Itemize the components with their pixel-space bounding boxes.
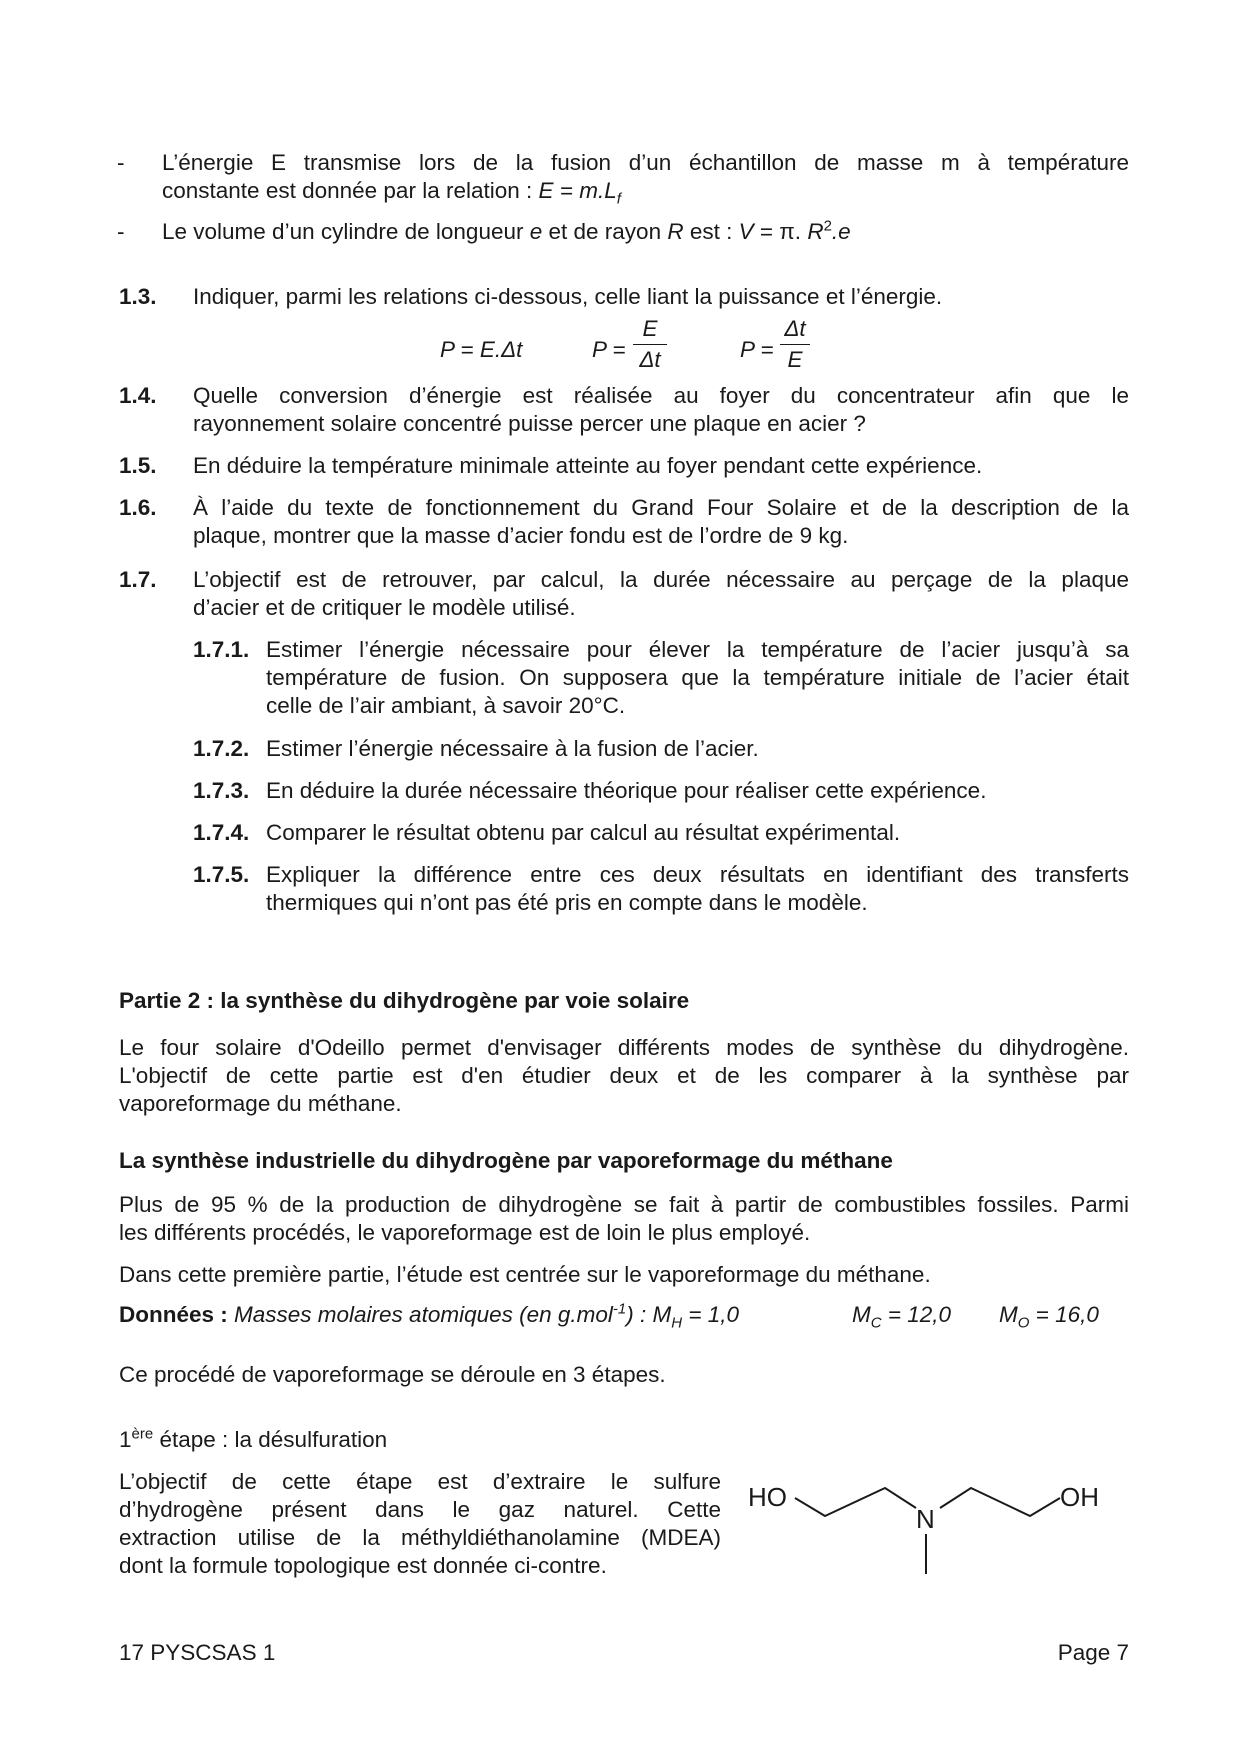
var-sub-f: f <box>616 190 621 208</box>
bullet-dash: - <box>117 150 125 175</box>
question-number: 1.5. <box>119 453 157 478</box>
molar-mass-value: = 12,0 <box>881 1302 952 1327</box>
molar-mass-value: = 16,0 <box>1029 1302 1099 1327</box>
symbol-M: M <box>999 1302 1018 1327</box>
subscript: H <box>671 1314 683 1332</box>
paragraph-line: Le four solaire d'Odeillo permet d'envisager différents modes de synthèse du dihydrogène. <box>119 1035 1129 1060</box>
ordinal-suffix: ère <box>131 1425 154 1443</box>
molar-mass-oxygen <box>999 1301 1099 1332</box>
var-e: e <box>529 219 543 244</box>
step-title <box>119 1426 1129 1454</box>
molar-mass-carbon <box>852 1301 952 1332</box>
footer-reference: 17 PYSCSAS 1 <box>119 1640 276 1665</box>
question-text: En déduire la température minimale atteinte au foyer pendant cette expérience. <box>193 453 983 478</box>
subquestion-text: Comparer le résultat obtenu par calcul au résultat expérimental. <box>266 820 901 845</box>
nitrogen-label: N <box>916 1504 935 1534</box>
exponent: 2 <box>823 217 832 235</box>
donnees-line <box>119 1300 1129 1332</box>
hydroxyl-label-right: OH <box>1060 1482 1099 1512</box>
var-m: m <box>579 178 598 203</box>
bullet-energy-fusion-line2 <box>162 177 1129 208</box>
paragraph-line: les différents procédés, le vaporeformage est de loin le plus employé. <box>119 1220 811 1245</box>
paragraph-line: Plus de 95 % de la production de dihydrogène se fait à partir de combustibles fossiles. Parmi <box>119 1192 1129 1217</box>
fraction-bar <box>633 344 667 345</box>
question-number: 1.6. <box>119 495 157 520</box>
formula-pi: = π. <box>753 219 808 244</box>
subquestion-number: 1.7.4. <box>193 820 250 845</box>
paragraph-line: L’objectif de cette étape est d’extraire le sulfure <box>119 1469 721 1494</box>
bullet-text: et de rayon <box>542 219 668 244</box>
question-text: rayonnement solaire concentré puisse percer une plaque en acier ? <box>193 411 866 436</box>
bullet-text: constante est donnée par la relation : <box>162 178 539 203</box>
relation-1: P = E.Δt <box>440 337 523 362</box>
question-number: 1.3. <box>119 284 157 309</box>
paragraph-line: vaporeformage du méthane. <box>119 1091 402 1116</box>
bullet-text: est : <box>683 219 739 244</box>
question-number: 1.4. <box>119 383 157 408</box>
bullet-cylinder-volume <box>162 218 1129 246</box>
donnees-label: Données : <box>119 1302 228 1327</box>
paragraph-line: extraction utilise de la méthyldiéthanolamine (MDEA) <box>119 1525 721 1550</box>
right-chain-bonds <box>940 1488 1060 1516</box>
subscript: O <box>1017 1314 1030 1332</box>
molar-mass-value: = 1,0 <box>682 1302 740 1327</box>
bullet-energy-fusion-line1: L’énergie E transmise lors de la fusion d’un échantillon de masse m à température <box>162 150 1129 175</box>
subquestion-number: 1.7.5. <box>193 862 250 887</box>
question-text: plaque, montrer que la masse d’acier fondu est de l’ordre de 9 kg. <box>193 523 849 548</box>
formula-dot: . <box>597 178 605 203</box>
subsection-heading: La synthèse industrielle du dihydrogène par vaporeformage du méthane <box>119 1148 893 1173</box>
question-number: 1.7. <box>119 567 157 592</box>
var-R: R <box>667 219 684 244</box>
relation-2-fraction <box>633 316 667 373</box>
formula-eq: = <box>553 178 580 203</box>
question-text: À l’aide du texte de fonctionnement du Grand Four Solaire et de la description de la <box>193 495 1129 520</box>
symbol-M: M <box>852 1302 871 1327</box>
subquestion-number: 1.7.1. <box>193 637 250 662</box>
page-number: Page 7 <box>1057 1640 1129 1665</box>
subquestion-text: En déduire la durée nécessaire théorique pour réaliser cette expérience. <box>266 778 987 803</box>
fraction-numerator: Δt <box>784 316 806 341</box>
relation-2-lhs: P = <box>592 337 626 362</box>
question-text: Quelle conversion d’énergie est réalisée au foyer du concentrateur afin que le <box>193 383 1129 408</box>
var-L: L <box>604 178 617 203</box>
question-text: L’objectif est de retrouver, par calcul, la durée nécessaire au perçage de la plaque <box>193 567 1129 592</box>
subquestion-text: température de fusion. On supposera que la température initiale de l’acier était <box>266 665 1129 690</box>
subscript: C <box>870 1314 882 1332</box>
paragraph-line: dont la formule topologique est donnée ci-contre. <box>119 1553 607 1578</box>
paragraph-line: d’hydrogène présent dans le gaz naturel. Cette <box>119 1497 721 1522</box>
bullet-dash: - <box>117 219 125 244</box>
question-text: Indiquer, parmi les relations ci-dessous, celle liant la puissance et l’énergie. <box>193 284 943 309</box>
bullet-text: Le volume d’un cylindre de longueur <box>162 219 530 244</box>
left-chain-bonds <box>795 1488 916 1516</box>
paragraph-line: Ce procédé de vaporeformage se déroule en 3 étapes. <box>119 1362 666 1387</box>
question-text: d’acier et de critiquer le modèle utilisé. <box>193 595 576 620</box>
donnees-text: Masses molaires atomiques (en g.mol <box>227 1302 613 1327</box>
subquestion-number: 1.7.3. <box>193 778 250 803</box>
fraction-denominator: E <box>787 347 803 372</box>
mdea-structure <box>740 1468 1120 1588</box>
step-number: 1 <box>119 1427 132 1452</box>
fraction-denominator: Δt <box>639 347 661 372</box>
donnees-text: ) : M <box>626 1302 672 1327</box>
relation-3-lhs: P = <box>740 337 774 362</box>
subquestion-text: Expliquer la différence entre ces deux résultats en identifiant des transferts <box>266 862 1129 887</box>
paragraph-line: Dans cette première partie, l’étude est centrée sur le vaporeformage du méthane. <box>119 1262 931 1287</box>
subquestion-text: Estimer l’énergie nécessaire à la fusion de l’acier. <box>266 736 759 761</box>
section-heading: Partie 2 : la synthèse du dihydrogène par voie solaire <box>119 988 690 1013</box>
var-R: R <box>807 219 824 244</box>
fraction-bar <box>780 344 810 345</box>
subquestion-text: Estimer l’énergie nécessaire pour élever la température de l’acier jusqu’à sa <box>266 637 1129 662</box>
subquestion-text: celle de l’air ambiant, à savoir 20°C. <box>266 693 626 718</box>
step-title-text: étape : la désulfuration <box>153 1427 388 1452</box>
hydroxyl-label-left: HO <box>748 1482 787 1512</box>
subquestion-text: thermiques qui n’ont pas été pris en compte dans le modèle. <box>266 890 868 915</box>
exponent: -1 <box>612 1300 627 1318</box>
subquestion-number: 1.7.2. <box>193 736 250 761</box>
relation-3-fraction <box>780 316 810 373</box>
fraction-numerator: E <box>642 316 658 341</box>
paragraph-line: L'objectif de cette partie est d'en étudier deux et de les comparer à la synthèse par <box>119 1063 1129 1088</box>
var-e: .e <box>831 219 851 244</box>
var-E: E <box>538 178 554 203</box>
var-V: V <box>738 219 754 244</box>
